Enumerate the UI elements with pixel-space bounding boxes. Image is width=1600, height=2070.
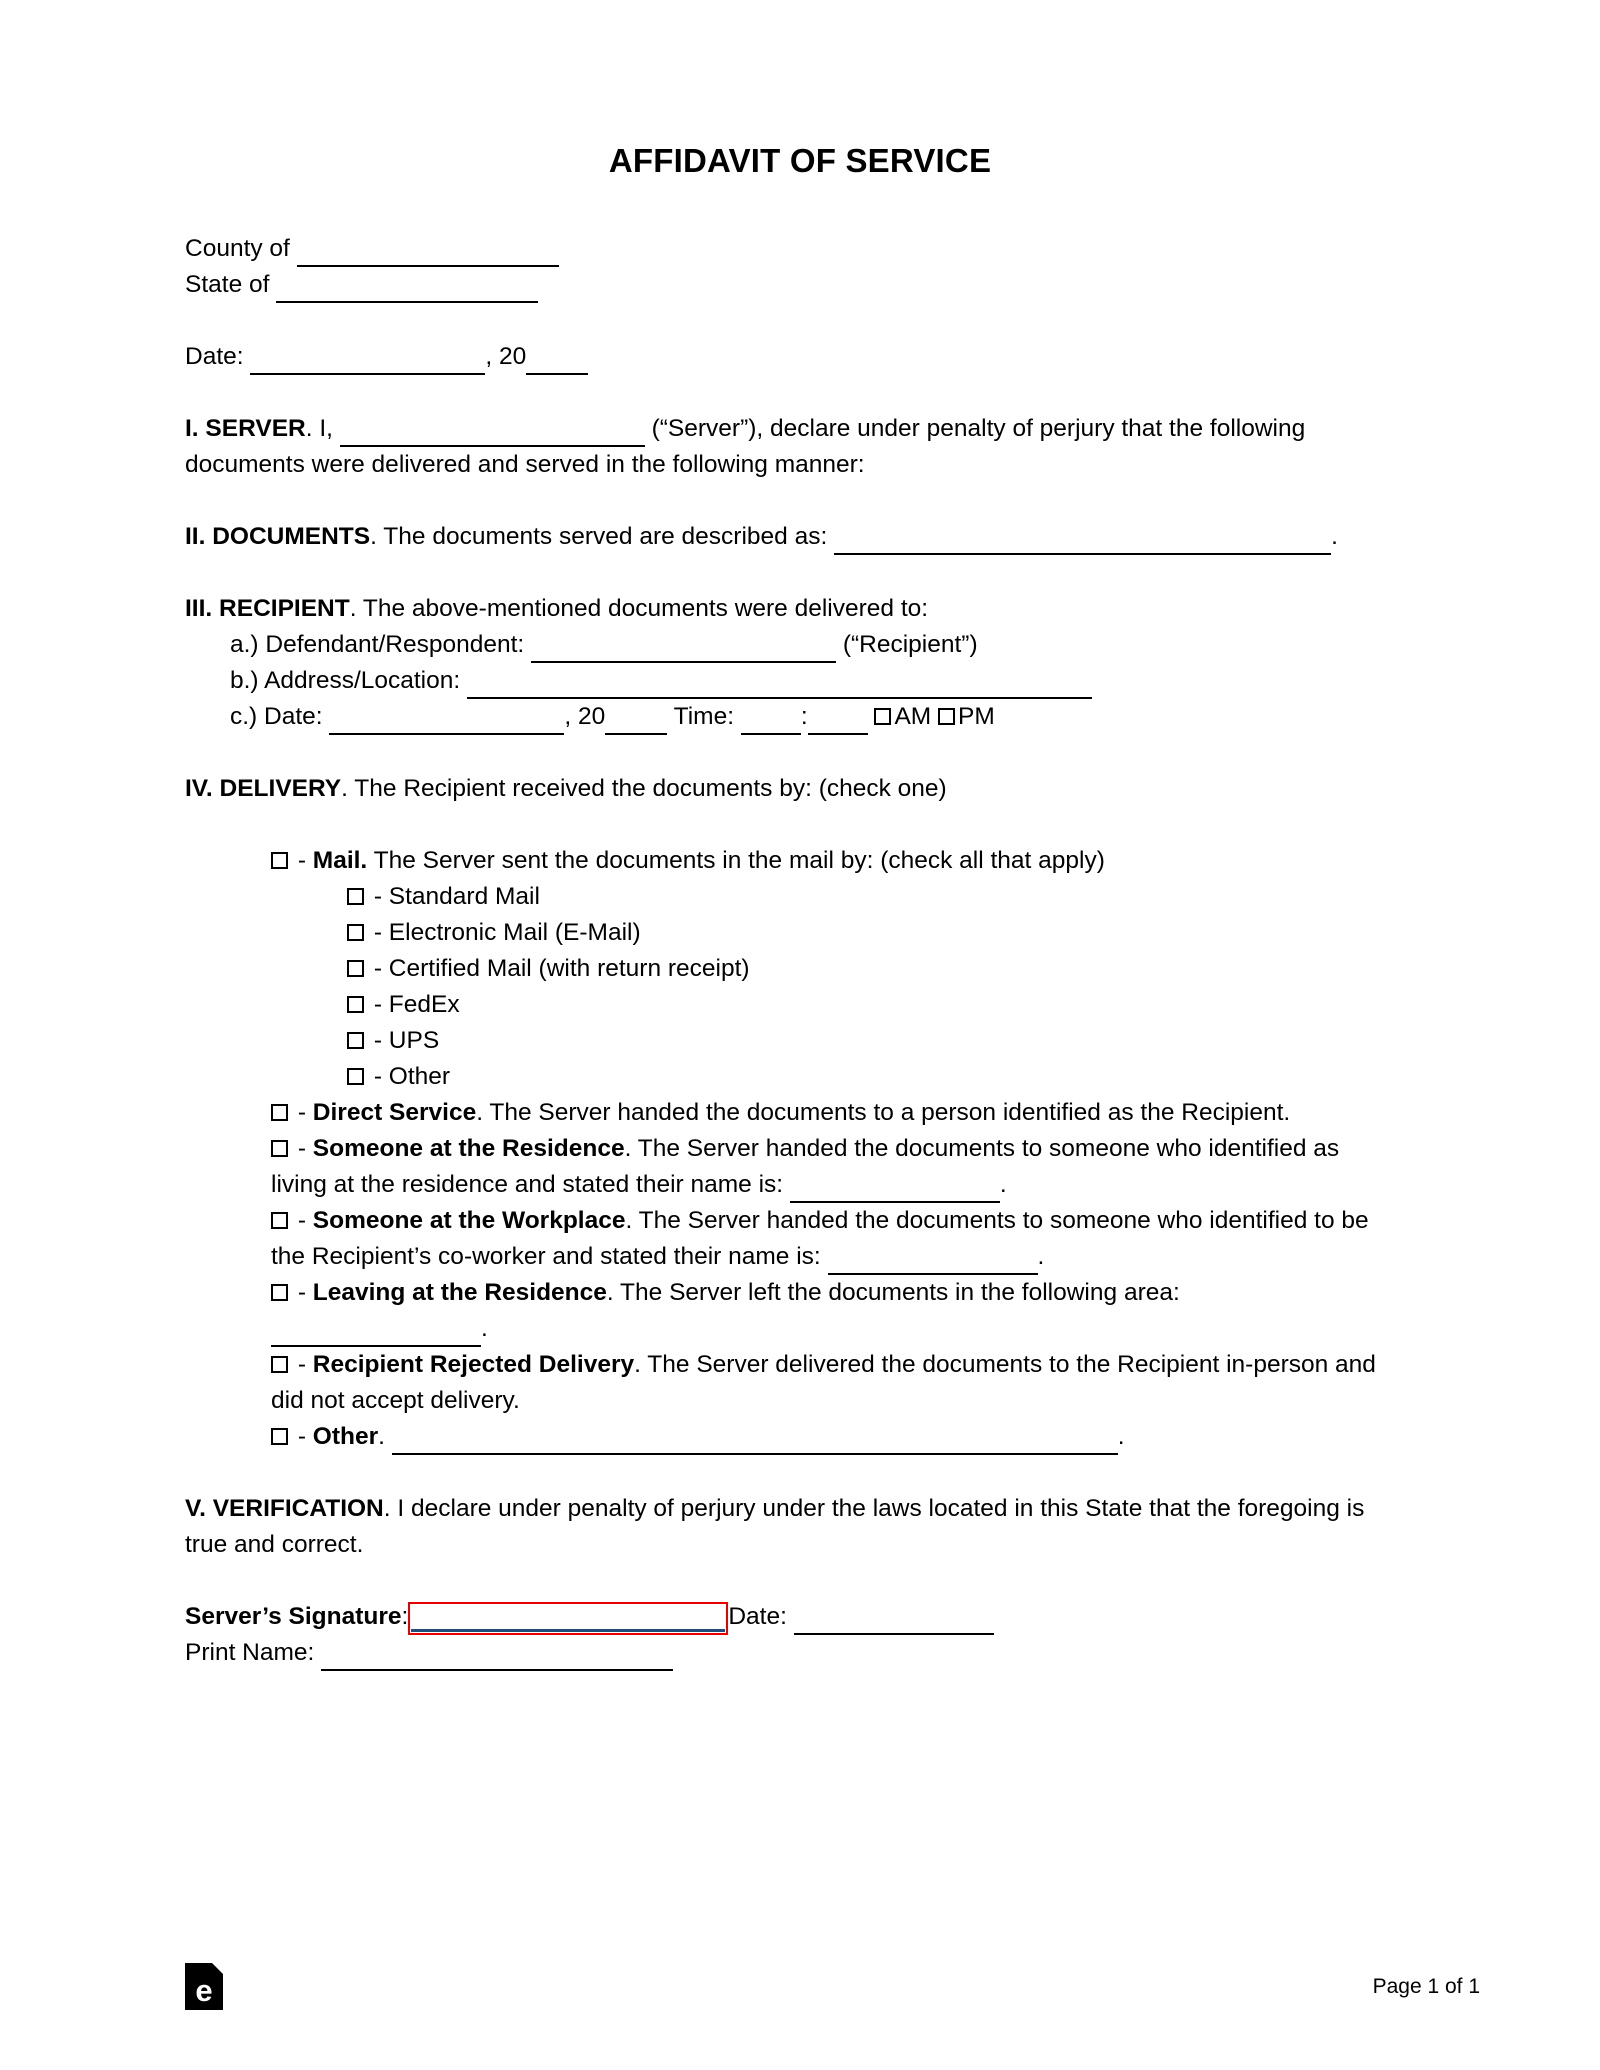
- someone-workplace-name-input[interactable]: [828, 1251, 1038, 1275]
- delivery-option-direct-service: [185, 1095, 1391, 1131]
- delivery-option-direct-service-text: . The Server handed the documents to a person identified as the Recipient.: [476, 1099, 1291, 1126]
- recipient-item-c-time-label: Time:: [673, 703, 734, 730]
- dash: -: [373, 1027, 389, 1054]
- delivery-option-other-text: .: [378, 1423, 385, 1450]
- section-verification-text: . I declare under penalty of perjury under the laws located in this State that the foregoing is true and correct.: [185, 1495, 1365, 1558]
- eforms-logo-icon: [185, 1963, 223, 2010]
- dash: -: [373, 991, 389, 1018]
- section-documents-text: . The documents served are described as:: [370, 523, 828, 550]
- leaving-residence-period: .: [481, 1315, 488, 1342]
- delivery-option-leaving-residence: [185, 1275, 1391, 1347]
- checkbox-certified-mail[interactable]: [347, 960, 364, 977]
- logo-corner-fold: [212, 1963, 223, 1974]
- leaving-residence-area-input[interactable]: [271, 1323, 481, 1347]
- checkbox-electronic-mail[interactable]: [347, 924, 364, 941]
- service-year-input[interactable]: [605, 711, 667, 735]
- delivery-option-leaving-residence-label: Leaving at the Residence: [312, 1279, 607, 1306]
- checkbox-someone-residence[interactable]: [271, 1140, 288, 1157]
- checkbox-pm[interactable]: [938, 708, 955, 725]
- page-title: AFFIDAVIT OF SERVICE: [608, 142, 992, 179]
- dash: -: [373, 919, 389, 946]
- recipient-item-c-label: Date:: [264, 703, 323, 730]
- section-verification: [185, 1491, 1391, 1563]
- address-location-input[interactable]: [467, 675, 1092, 699]
- print-name-input[interactable]: [321, 1647, 673, 1671]
- recipient-item-c-marker: c.): [230, 703, 258, 730]
- delivery-option-someone-workplace: [185, 1203, 1391, 1275]
- delivery-other-period: .: [1117, 1423, 1125, 1450]
- recipient-item-a: [185, 627, 1391, 663]
- section-delivery: [185, 771, 1391, 807]
- dash: -: [373, 1063, 389, 1090]
- pm-label: PM: [958, 703, 995, 730]
- date-input[interactable]: [250, 351, 485, 375]
- section-recipient: [185, 591, 1391, 627]
- time-separator: :: [800, 703, 808, 730]
- mail-option-fedex: [185, 987, 1391, 1023]
- recipient-item-b-marker: b.): [230, 667, 259, 694]
- delivery-option-other: [185, 1419, 1391, 1455]
- print-name-label: Print Name:: [185, 1639, 315, 1666]
- checkbox-direct-service[interactable]: [271, 1104, 288, 1121]
- server-signature-field[interactable]: [408, 1602, 728, 1635]
- checkbox-delivery-other[interactable]: [271, 1428, 288, 1445]
- county-input[interactable]: [297, 243, 559, 267]
- service-minute-input[interactable]: [808, 711, 868, 735]
- delivery-option-someone-workplace-label: Someone at the Workplace: [312, 1207, 626, 1234]
- delivery-option-mail-text: The Server sent the documents in the mail by: (check all that apply): [373, 847, 1105, 874]
- dash: -: [297, 1279, 313, 1306]
- server-name-input[interactable]: [340, 423, 645, 447]
- checkbox-fedex[interactable]: [347, 996, 364, 1013]
- county-line: [185, 231, 1391, 267]
- date-year-input[interactable]: [526, 351, 588, 375]
- service-date-input[interactable]: [329, 711, 564, 735]
- delivery-option-mail: [185, 843, 1391, 879]
- state-input[interactable]: [276, 279, 538, 303]
- section-server-text: (“Server”), declare under penalty of perjury that the following documents were delivered and served in the following manner:: [185, 415, 1306, 478]
- signature-colon: :: [401, 1603, 409, 1630]
- delivery-option-rejected-text: . The Server delivered the documents to the Recipient in-person and did not accept delivery.: [271, 1351, 1376, 1414]
- section-recipient-text: . The above-mentioned documents were delivered to:: [349, 595, 929, 622]
- recipient-item-c-year-prefix: , 20: [564, 703, 606, 730]
- signature-date-input[interactable]: [794, 1611, 994, 1635]
- am-label: AM: [894, 703, 932, 730]
- section-documents-number: II. DOCUMENTS: [185, 523, 371, 550]
- date-label: Date:: [185, 343, 244, 370]
- someone-residence-period: .: [999, 1171, 1007, 1198]
- spacer: [185, 807, 1391, 843]
- spacer: [185, 375, 1391, 411]
- section-delivery-number: IV. DELIVERY: [185, 775, 342, 802]
- mail-option-standard: [185, 879, 1391, 915]
- delivery-option-someone-residence: [185, 1131, 1391, 1203]
- signature-row: [185, 1599, 1391, 1635]
- signature-underline: [411, 1629, 725, 1632]
- delivery-option-other-label: Other: [312, 1423, 379, 1450]
- checkbox-ups[interactable]: [347, 1032, 364, 1049]
- checkbox-am[interactable]: [874, 708, 891, 725]
- dash: -: [297, 1135, 313, 1162]
- section-server-leadin: . I,: [305, 415, 333, 442]
- mail-option-email-label: Electronic Mail (E-Mail): [388, 919, 641, 946]
- date-line: [185, 339, 1391, 375]
- spacer: [185, 1563, 1391, 1599]
- county-label: County of: [185, 235, 290, 262]
- mail-option-certified-label: Certified Mail (with return receipt): [388, 955, 750, 982]
- recipient-item-c: [185, 699, 1391, 735]
- documents-description-input[interactable]: [834, 531, 1331, 555]
- section-documents-period: .: [1331, 523, 1338, 550]
- server-signature-label: Server’s Signature: [185, 1603, 402, 1630]
- checkbox-mail[interactable]: [271, 852, 288, 869]
- mail-option-standard-label: Standard Mail: [388, 883, 540, 910]
- mail-option-ups-label: UPS: [388, 1027, 440, 1054]
- section-server-number: I. SERVER: [185, 415, 306, 442]
- checkbox-standard-mail[interactable]: [347, 888, 364, 905]
- section-recipient-number: III. RECIPIENT: [185, 595, 350, 622]
- state-label: State of: [185, 271, 270, 298]
- spacer: [185, 303, 1391, 339]
- print-name-row: [185, 1635, 1391, 1671]
- section-documents: [185, 519, 1391, 555]
- delivery-option-rejected-label: Recipient Rejected Delivery: [312, 1351, 635, 1378]
- mail-option-email: [185, 915, 1391, 951]
- checkbox-mail-other[interactable]: [347, 1068, 364, 1085]
- delivery-other-input[interactable]: [392, 1431, 1118, 1455]
- checkbox-someone-workplace[interactable]: [271, 1212, 288, 1229]
- page-footer: [185, 1963, 1480, 2010]
- page-number: Page 1 of 1: [1372, 1974, 1480, 1998]
- service-hour-input[interactable]: [741, 711, 801, 735]
- checkbox-leaving-residence[interactable]: [271, 1284, 288, 1301]
- spacer: [185, 555, 1391, 591]
- someone-residence-name-input[interactable]: [790, 1179, 1000, 1203]
- dash: -: [297, 1423, 313, 1450]
- recipient-item-a-marker: a.): [230, 631, 259, 658]
- mail-option-other: [185, 1059, 1391, 1095]
- logo-letter: e: [195, 1972, 213, 2008]
- document-sheet: [185, 0, 1415, 2070]
- mail-option-certified: [185, 951, 1391, 987]
- someone-workplace-period: .: [1037, 1243, 1045, 1270]
- dash: -: [373, 883, 389, 910]
- spacer: [185, 483, 1391, 519]
- mail-option-other-label: Other: [388, 1063, 451, 1090]
- section-server: [185, 411, 1391, 483]
- recipient-item-a-suffix: (“Recipient”): [842, 631, 978, 658]
- recipient-item-b-label: Address/Location:: [264, 667, 461, 694]
- delivery-option-someone-residence-text: . The Server handed the documents to someone who identified as living at the residence and stated their name is:: [271, 1135, 1340, 1198]
- delivery-option-leaving-residence-text: . The Server left the documents in the following area:: [606, 1279, 1180, 1306]
- date-year-prefix: , 20: [485, 343, 527, 370]
- signature-date-label: Date:: [728, 1603, 787, 1630]
- dash: -: [297, 1207, 313, 1234]
- delivery-option-mail-label: Mail.: [312, 847, 368, 874]
- checkbox-recipient-rejected[interactable]: [271, 1356, 288, 1373]
- section-verification-number: V. VERIFICATION: [185, 1495, 384, 1522]
- spacer: [185, 735, 1391, 771]
- recipient-item-a-label: Defendant/Respondent:: [265, 631, 525, 658]
- section-delivery-text: . The Recipient received the documents by: (check one): [341, 775, 947, 802]
- mail-option-ups: [185, 1023, 1391, 1059]
- delivery-option-someone-residence-label: Someone at the Residence: [312, 1135, 625, 1162]
- delivery-option-someone-workplace-text: . The Server handed the documents to someone who identified to be the Recipient’s co-worker and stated their name is:: [271, 1207, 1369, 1270]
- state-line: [185, 267, 1391, 303]
- delivery-option-direct-service-label: Direct Service: [312, 1099, 477, 1126]
- dash: -: [297, 847, 313, 874]
- document-body: [185, 231, 1415, 1671]
- mail-option-fedex-label: FedEx: [388, 991, 460, 1018]
- spacer: [185, 1455, 1391, 1491]
- defendant-name-input[interactable]: [531, 639, 836, 663]
- dash: -: [297, 1099, 313, 1126]
- dash: -: [297, 1351, 313, 1378]
- dash: -: [373, 955, 389, 982]
- delivery-option-rejected: [185, 1347, 1391, 1419]
- recipient-item-b: [185, 663, 1391, 699]
